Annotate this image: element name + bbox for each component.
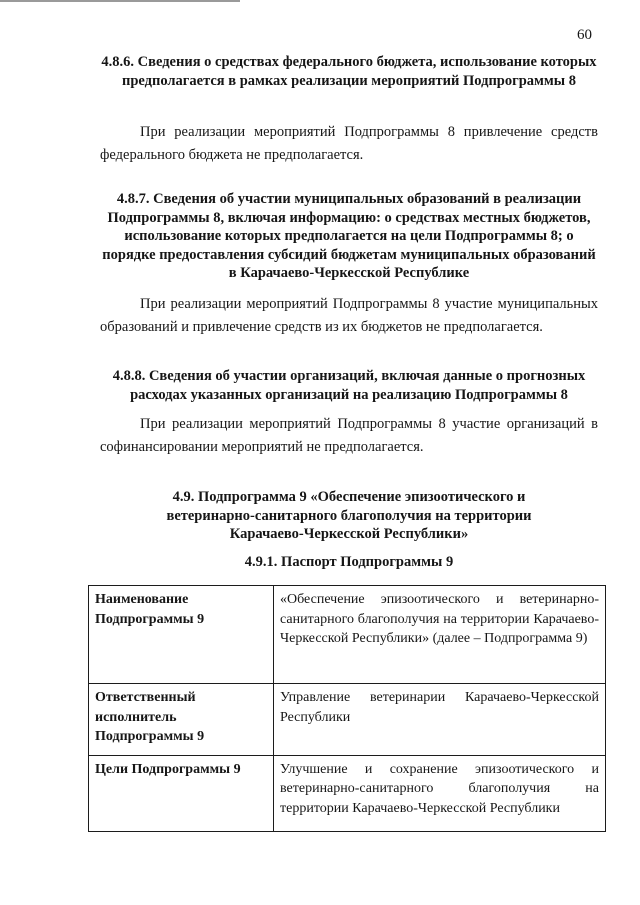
table-row <box>89 684 606 756</box>
table-row <box>89 755 606 831</box>
section-4-8-8-paragraph: При реализации мероприятий Подпрограммы 8 участие организаций в софинансировании мероприятий не предполагается. <box>100 416 598 455</box>
table-row <box>89 586 606 684</box>
row-value-executor: Управление ветеринарии Карачаево-Черкесской Республики <box>274 684 606 756</box>
subprogram-9-heading: 4.9. Подпрограмма 9 «Обеспечение эпизоотического и ветеринарно-санитарного благополучия на территории Карачаево-Черкесской Республики» <box>166 489 532 542</box>
page-number: 60 <box>577 27 592 43</box>
section-4-8-7-heading: 4.8.7. Сведения об участии муниципальных образований в реализации Подпрограммы 8, включая информацию: о средствах местных бюджетов, использование которых предполагается на цели Подпрограммы 8; о порядке предоставления субсидий бюджетам муниципальных образований в Карачаево-Черкесской Республике <box>102 191 596 281</box>
row-label-goals: Цели Подпрограммы 9 <box>89 755 274 831</box>
section-4-8-7-text <box>100 293 598 338</box>
scan-edge-line <box>0 0 240 2</box>
row-label-executor: Ответственный исполнитель Подпрограммы 9 <box>89 684 274 756</box>
row-label-name: Наименование Подпрограммы 9 <box>89 586 274 684</box>
section-4-8-6-paragraph: При реализации мероприятий Подпрограммы 8 привлечение средств федерального бюджета не предполагается. <box>100 124 598 163</box>
section-4-8-6-heading: 4.8.6. Сведения о средствах федерального бюджета, использование которых предполагается в рамках реализации мероприятий Подпрограммы 8 <box>101 54 597 89</box>
section-4-8-6-text <box>100 121 598 166</box>
section-4-8-7-paragraph: При реализации мероприятий Подпрограммы 8 участие муниципальных образований и привлечение средств из их бюджетов не предполагается. <box>100 296 598 335</box>
row-value-goals: Улучшение и сохранение эпизоотического и ветеринарно-санитарного благополучия на территории Карачаево-Черкесской Республики <box>274 755 606 831</box>
passport-heading: 4.9.1. Паспорт Подпрограммы 9 <box>244 554 454 570</box>
passport-table <box>88 585 606 832</box>
section-4-8-8-text <box>100 413 598 458</box>
section-4-8-8-heading: 4.8.8. Сведения об участии организаций, включая данные о прогнозных расходах указанных организаций на реализацию Подпрограммы 8 <box>112 368 586 403</box>
row-value-name: «Обеспечение эпизоотического и ветеринарно-санитарного благополучия на территории Карачаево-Черкесской Республики» (далее – Подпрограмма 9) <box>274 586 606 684</box>
